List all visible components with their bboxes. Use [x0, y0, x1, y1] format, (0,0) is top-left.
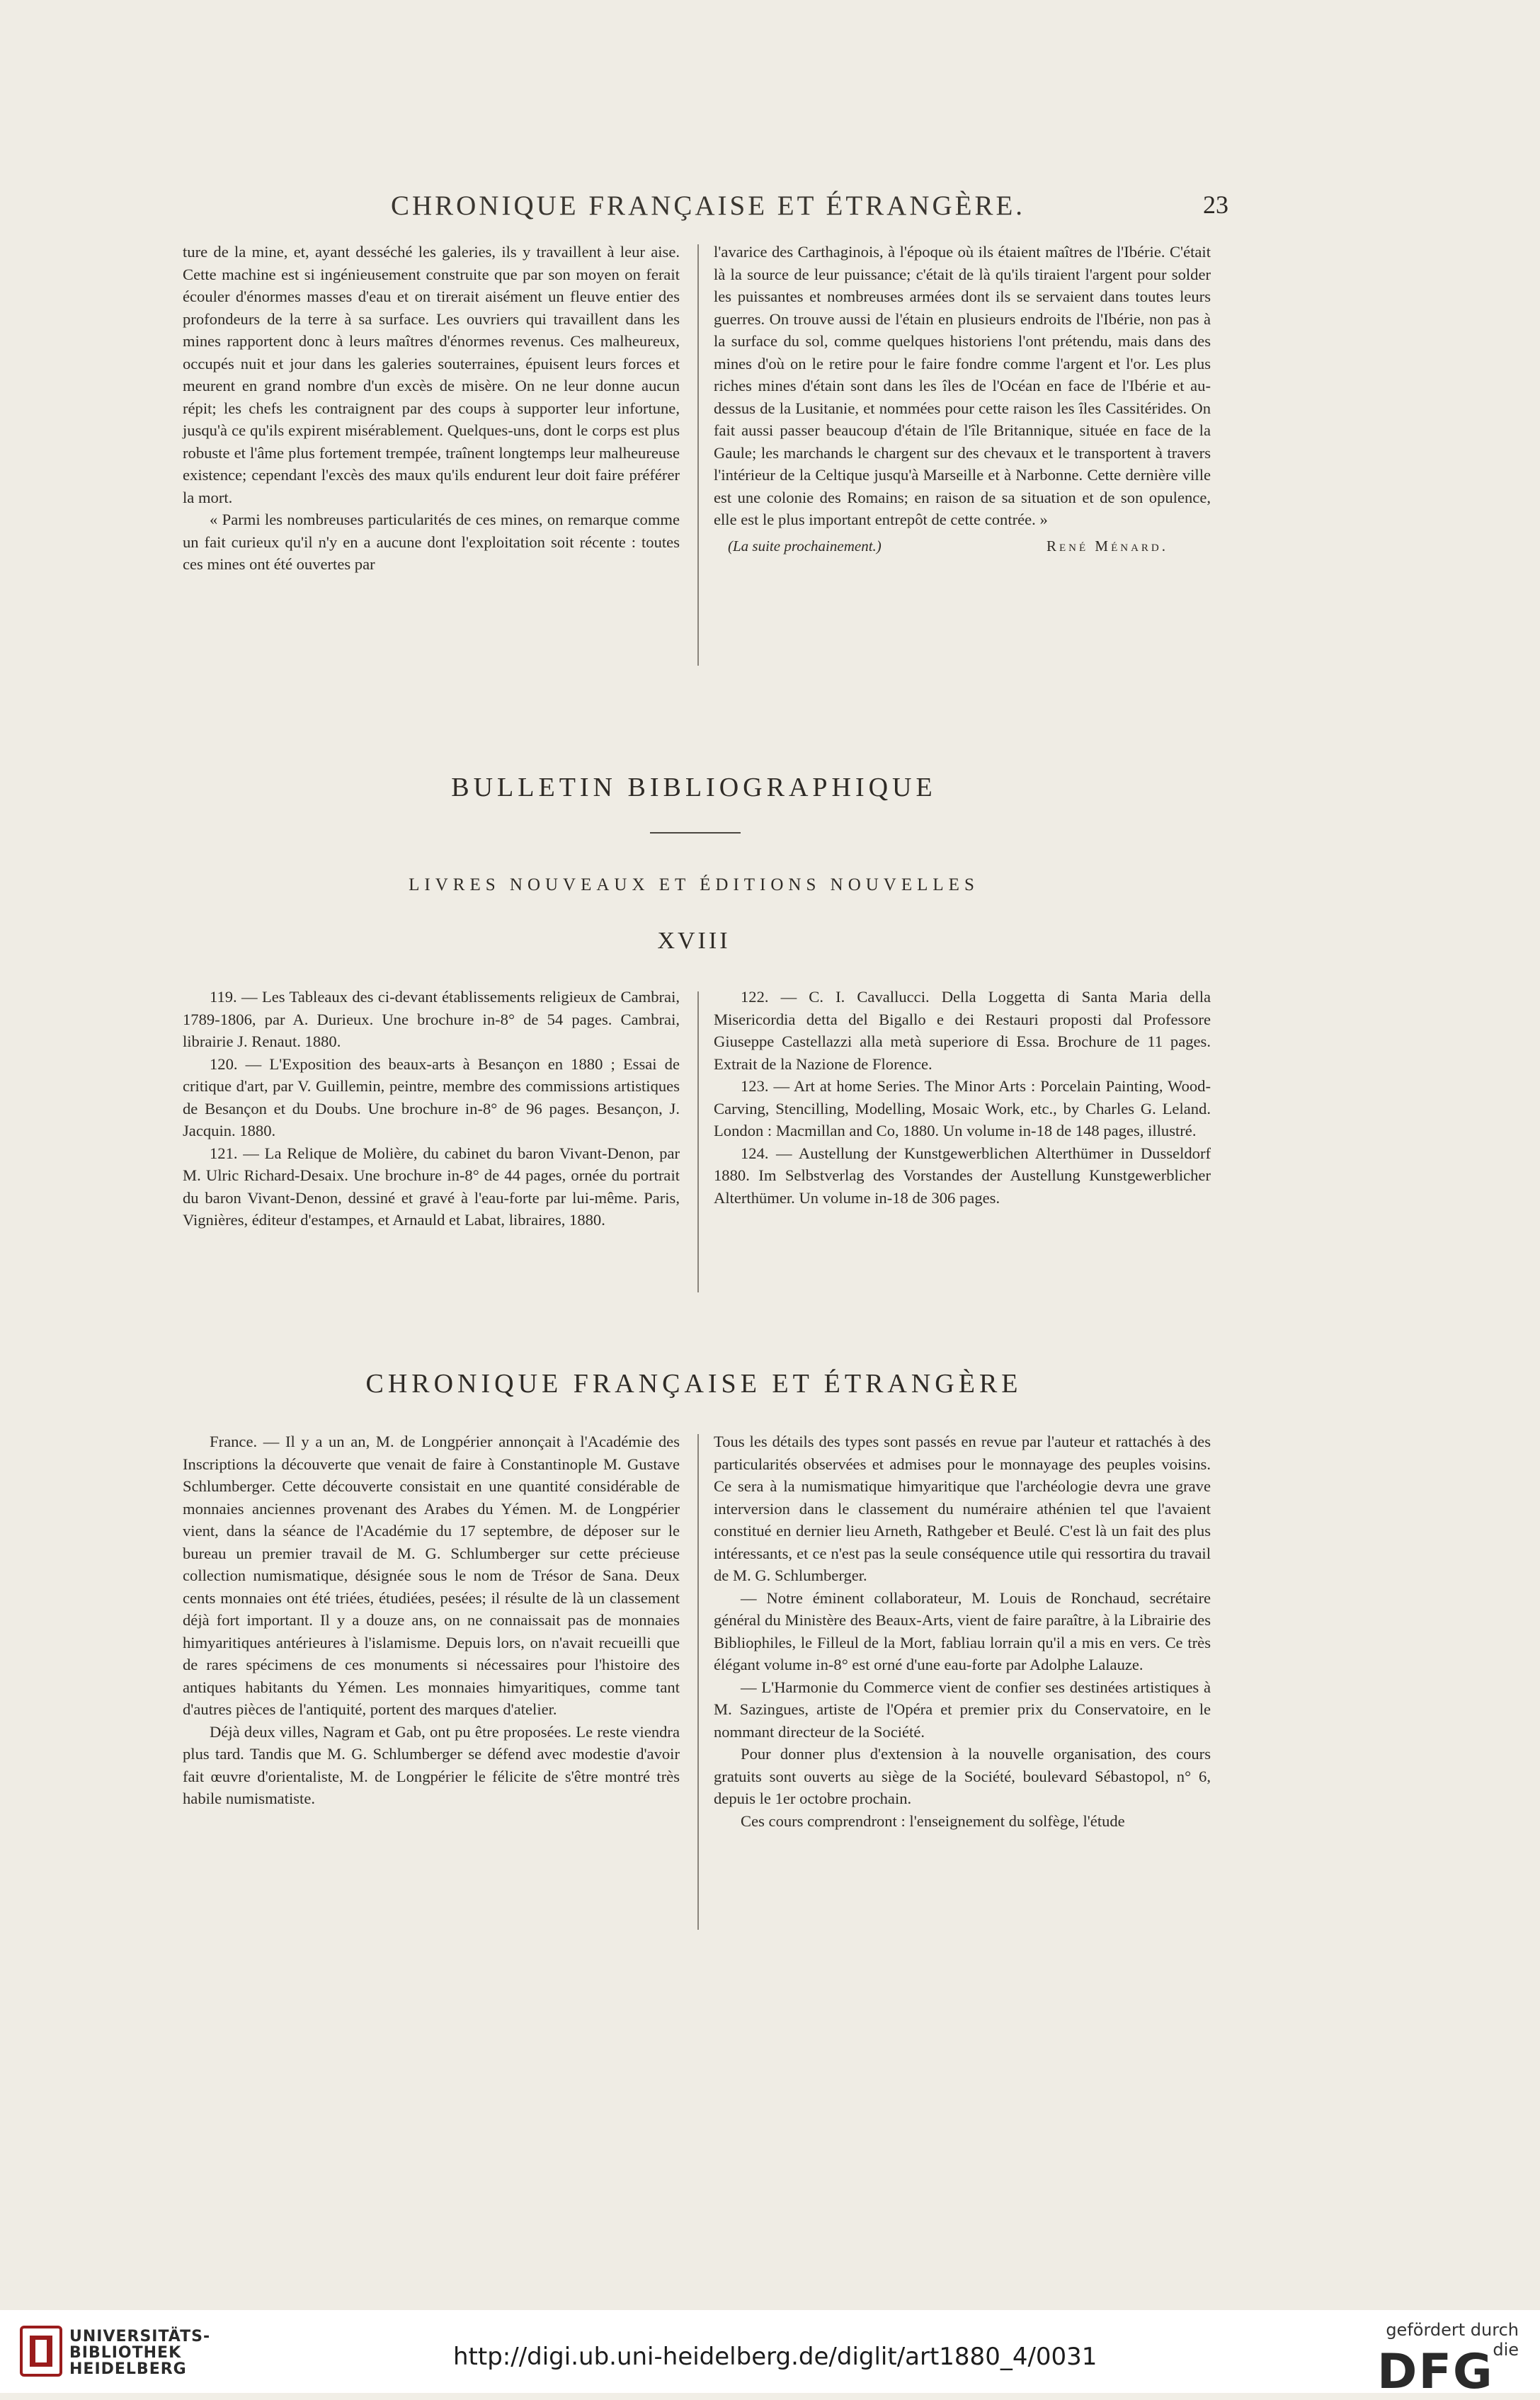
chronique-paragraph: Ces cours comprendront : l'enseignement du solfège, l'étude [741, 1812, 1125, 1830]
bibliography-entry: 124. — Austellung der Kunstgewerblichen Alterthümer in Dusseldorf 1880. Im Selbstverlag des Vorstandes der Austellung Kunstgewerblicher Alterthümer. Un volume in-18 de 306 pages. [714, 1144, 1211, 1207]
continuation-note: (La suite prochainement.) [728, 537, 882, 554]
dfg-logo: DFG [1377, 2344, 1494, 2400]
column-divider [697, 1434, 699, 1930]
bibliography-entry: 121. — La Relique de Molière, du cabinet du baron Vivant-Denon, par M. Ulric Richard-Desaix. Une brochure in-8° de 44 pages, ornée du portrait du baron Vivant-Denon, dessiné et gravé à l'eau-forte par lui-même. Paris, Vignières, éditeur d'estampes, et Arnauld et Labat, libraires, 1880. [183, 1144, 680, 1229]
chronique-paragraph: Pour donner plus d'extension à la nouvelle organisation, des cours gratuits sont ouverts au siège de la Société, boulevard Sébastopol, n° 6, depuis le 1er octobre prochain. [714, 1745, 1211, 1807]
column-divider [697, 991, 699, 1292]
title-rule [650, 832, 741, 834]
chronique-paragraph: Déjà deux villes, Nagram et Gab, ont pu être proposées. Le reste viendra plus tard. Tandis que M. G. Schlumberger se défend avec modestie d'avoir fait œuvre d'orientaliste, M. de Longpérier le félicite de s'être montré très habile numismatiste. [183, 1722, 680, 1807]
article-right-column [714, 241, 1211, 557]
bulletin-right-column [714, 986, 1211, 1209]
page-number: 23 [1203, 190, 1228, 219]
source-url-link[interactable]: http://digi.ub.uni-heidelberg.de/diglit/art1880_4/0031 [453, 2343, 1097, 2371]
article-signature [714, 535, 1211, 558]
author-name: René Ménard. [1046, 537, 1168, 554]
article-left-column [183, 241, 680, 576]
bibliography-entry: 119. — Les Tableaux des ci-devant établissements religieux de Cambrai, 1789-1806, par A. Durieux. Une brochure in-8° de 54 pages. Cambrai, librairie J. Renaut. 1880. [183, 988, 680, 1050]
chronique-left-column [183, 1431, 680, 1810]
bulletin-subtitle: LIVRES NOUVEAUX ET ÉDITIONS NOUVELLES [409, 875, 979, 894]
article-paragraph: « Parmi les nombreuses particularités de ces mines, on remarque comme un fait curieux qu'il n'y en a aucune dont l'exploitation soit récente : toutes ces mines ont été ouvertes par [183, 511, 680, 573]
footer-banner [0, 2310, 1540, 2400]
funder-caption: gefördert durch die [1386, 2320, 1519, 2360]
chronique-paragraph: — Notre éminent collaborateur, M. Louis de Ronchaud, secrétaire général du Ministère des Beaux-Arts, vient de faire paraître, à la Librairie des Bibliophiles, le Filleul de la Mort, fabliau lorrain qu'il a mis en vers. Ce très élégant volume in-8° est orné d'une eau-forte par Adolphe Lalauze. [714, 1588, 1211, 1673]
article-paragraph: l'avarice des Carthaginois, à l'époque où ils étaient maîtres de l'Ibérie. C'était là la source de leur puissance; c'était de là qu'ils tiraient l'argent pour solder les puissantes et nombreuses armées dont ils se servaient dans toutes leurs guerres. On trouve aussi de l'étain en plusieurs endroits de l'Ibérie, non pas à la surface du sol, comme quelques historiens l'ont prétendu, mais dans des mines d'où on le retire pour le faire fondre comme l'argent et l'or. Les plus riches mines d'étain sont dans les îles de l'Océan en face de l'Ibérie et au-dessus de la Lusitanie, et nommées pour cette raison les îles Cassitérides. On fait aussi passer beaucoup d'étain de l'île Britannique, située en face de la Gaule; les marchands le chargent sur des chevaux et le transportent à travers l'intérieur de la Celtique jusqu'à Marseille et à Narbonne. Cette dernière ville est une colonie des Romains; en raison de sa situation et de son opulence, elle est le plus important entrepôt de cette contrée. » [714, 243, 1211, 528]
chronique-paragraph: — L'Harmonie du Commerce vient de confier ses destinées artistiques à M. Sazingues, artiste de l'Opéra et premier prix du Conservatoire, en le nommant directeur de la Société. [714, 1678, 1211, 1741]
bulletin-title: BULLETIN BIBLIOGRAPHIQUE [451, 773, 937, 802]
column-divider [697, 244, 699, 666]
bibliography-entry: 122. — C. I. Cavallucci. Della Loggetta di Santa Maria della Misericordia detta del Bigallo e dei Restauri proposti dal Professore Giuseppe Castellazzi alla metà superiore di Essa. Brochure de 11 pages. Extrait de la Nazione de Florence. [714, 988, 1211, 1073]
article-paragraph: ture de la mine, et, ayant desséché les galeries, ils y travaillent à leur aise. Cette machine est si ingénieusement construite que par son moyen on ferait écouler d'énormes masses d'eau et on tirerait aisément un fleuve entier des profondeurs de la terre à sa surface. Les ouvriers qui travaillent dans les mines rapportent donc à leurs maîtres d'énormes revenus. Ces malheureux, occupés nuit et jour dans les galeries souterraines, épuisent leurs forces et meurent en grand nombre d'un excès de misère. On ne leur donne aucun répit; les chefs les contraignent par des coups à supporter leur infortune, jusqu'à ce qu'ils expirent misérablement. Quelques-uns, dont le corps est plus robuste et l'âme plus fortement trempée, traînent longtemps leur malheureuse existence; cependant l'excès des maux qu'ils endurent leur doit faire préférer la mort. [183, 243, 680, 506]
chronique-right-column [714, 1431, 1211, 1832]
chronique-paragraph: France. — Il y a un an, M. de Longpérier annonçait à l'Académie des Inscriptions la découverte que venait de faire à Constantinople M. Gustave Schlumberger. Cette découverte consistait en une quantité considérable de monnaies anciennes provenant des Arabes du Yémen. M. de Longpérier vient, dans la séance de l'Académie du 17 septembre, de déposer sur le bureau un premier travail de M. G. Schlumberger sur cette précieuse collection numismatique, désignée sous le nom de Trésor de Sana. Deux cents monnaies ont été triées, étudiées, pesées; il résulte de là un classement déjà fort important. Il y a douze ans, on ne connaissait pas de monnaies himyaritiques antérieures à l'islamisme. Depuis lors, on n'avait recueilli que de rares spécimens de ces monuments si nécessaires pour l'histoire des antiques habitants du Yémen. Les monnaies himyaritiques, comme tant d'autres pièces de l'antiquité, portent des marques d'atelier. [183, 1433, 680, 1718]
chronique-title: CHRONIQUE FRANÇAISE ET ÉTRANGÈRE [365, 1369, 1022, 1399]
university-seal-icon [20, 2326, 62, 2377]
bulletin-left-column [183, 986, 680, 1232]
library-name: UNIVERSITÄTS- BIBLIOTHEK HEIDELBERG [69, 2328, 211, 2378]
chronique-paragraph: Tous les détails des types sont passés en revue par l'auteur et rattachés à des particularités observées et admises pour le monnayage des peuples voisins. Ce sera à la numismatique himyaritique que l'archéologie devra une grave interversion dans le classement du numéraire athénien tel que l'avaient constitué en dernier lieu Arneth, Rathgeber et Beulé. C'est là un fait des plus intéressants, et ce n'est pas la seule conséquence utile qui ressortira du travail de M. G. Schlumberger. [714, 1433, 1211, 1584]
bibliography-entry: 120. — L'Exposition des beaux-arts à Besançon en 1880 ; Essai de critique d'art, par V. Guillemin, peintre, membre des commissions artistiques de Besançon et du Doubs. Une brochure in-8° de 96 pages. Besançon, J. Jacquin. 1880. [183, 1054, 680, 1139]
bibliography-entry: 123. — Art at home Series. The Minor Arts : Porcelain Painting, Wood-Carving, Stencilling, Modelling, Mosaic Work, etc., by Charles G. Leland. London : Macmillan and Co, 1880. Un volume in-18 de 148 pages, illustré. [714, 1077, 1211, 1139]
section-number: XVIII [657, 928, 731, 954]
running-title: CHRONIQUE FRANÇAISE ET ÉTRANGÈRE. [390, 190, 1026, 221]
